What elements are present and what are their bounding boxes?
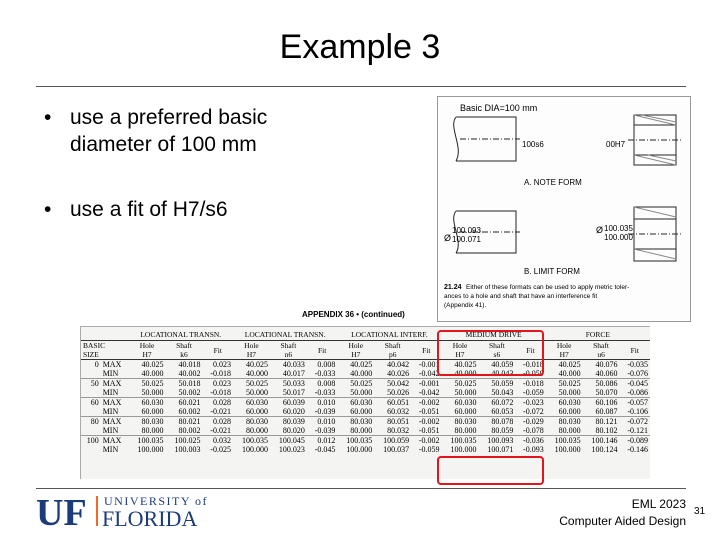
value-cell: 60.000 xyxy=(141,407,164,416)
value-cell: -0.045 xyxy=(620,379,650,389)
value-cell: 40.033 xyxy=(282,360,305,369)
column-header: Hole H7 xyxy=(129,341,166,360)
value-cell: 60.039 xyxy=(270,398,307,408)
value-cell: 100.035 xyxy=(442,436,479,446)
value-cell: 0.028 xyxy=(203,417,233,427)
group-header: FORCE xyxy=(546,327,650,341)
value-cell: -0.023 xyxy=(515,398,545,408)
value-cell: 80.000 xyxy=(350,426,373,435)
value-cell: 100.000 xyxy=(241,445,268,454)
value-cell: -0.018 xyxy=(515,379,545,389)
group-header: MEDIUM DRIVE xyxy=(442,327,546,341)
value-cell: -0.029 xyxy=(515,417,545,427)
value-cell: -0.078 xyxy=(523,426,544,435)
value-cell: -0.002 xyxy=(411,398,441,408)
page-number: 31 xyxy=(694,506,706,517)
value-cell: -0.018 xyxy=(523,360,544,369)
value-cell: 50.000 xyxy=(350,388,373,397)
value-cell: -0.059 xyxy=(418,445,440,454)
dia-symbol-shaft: Ø xyxy=(444,233,452,243)
value-cell: 40.025 xyxy=(558,360,581,369)
column-header: Hole H7 xyxy=(233,341,270,360)
table-group-header xyxy=(81,327,650,341)
value-cell: -0.106 xyxy=(627,407,648,416)
value-cell: 80.000 xyxy=(558,426,581,435)
value-cell: 80.030 xyxy=(129,417,166,427)
value-cell: -0.072 xyxy=(620,417,650,427)
table-row xyxy=(81,436,650,446)
value-cell: -0.059 xyxy=(523,369,544,378)
value-cell: -0.002 xyxy=(411,417,441,427)
value-cell: 40.043 xyxy=(491,369,514,378)
value-cell: 100.025 xyxy=(166,436,203,446)
value-cell: 40.017 xyxy=(282,369,305,378)
drawing-svg xyxy=(438,97,690,321)
dia-symbol-hole: Ø xyxy=(596,225,604,235)
value-cell: 50.000 xyxy=(558,388,581,397)
value-cell: 100.035 xyxy=(337,436,374,446)
value-cell: 0.023 xyxy=(203,379,233,389)
value-cell: -0.086 xyxy=(627,388,648,397)
value-cell: 60.030 xyxy=(233,398,270,408)
value-cell: 50.017 xyxy=(282,388,305,397)
value-cell: 0.028 xyxy=(203,398,233,408)
value-cell: -0.018 xyxy=(210,388,231,397)
shaft-drawing-a xyxy=(454,117,520,161)
value-cell: -0.051 xyxy=(418,407,440,416)
limit-cell: MIN xyxy=(102,388,119,397)
hole-note: 00H7 xyxy=(606,140,626,149)
size-100-highlight xyxy=(437,456,544,485)
bullet-text-line-1: use a preferred basic xyxy=(70,106,268,129)
value-cell: 0.032 xyxy=(203,436,233,446)
slide-title: Example 3 xyxy=(279,28,441,66)
value-cell: 40.000 xyxy=(141,369,164,378)
value-cell: 60.000 xyxy=(558,407,581,416)
value-cell: 100.000 xyxy=(137,445,164,454)
column-header: Fit xyxy=(203,341,233,360)
value-cell: 40.000 xyxy=(245,369,268,378)
value-cell: 60.002 xyxy=(178,407,201,416)
value-cell: 100.035 xyxy=(233,436,270,446)
value-cell: 40.076 xyxy=(595,360,618,369)
value-cell: 60.106 xyxy=(583,398,620,408)
table-sub-header xyxy=(81,341,650,360)
value-cell: 60.000 xyxy=(350,407,373,416)
value-cell: 80.030 xyxy=(442,417,479,427)
value-cell: -0.039 xyxy=(314,407,336,416)
basic-size-cell: 0 xyxy=(94,360,99,369)
value-cell: 50.086 xyxy=(583,379,620,389)
fit-table-image xyxy=(80,326,650,479)
value-cell: 50.025 xyxy=(442,379,479,389)
course-code: EML 2023 xyxy=(631,497,686,511)
value-cell: -0.072 xyxy=(523,407,544,416)
value-cell: 40.025 xyxy=(350,360,373,369)
value-cell: 60.021 xyxy=(166,398,203,408)
value-cell: 80.030 xyxy=(337,417,374,427)
value-cell: -0.025 xyxy=(210,445,231,454)
value-cell: 100.035 xyxy=(546,436,583,446)
value-cell: 40.002 xyxy=(178,369,201,378)
value-cell: 80.059 xyxy=(491,426,514,435)
value-cell: 50.026 xyxy=(387,388,410,397)
value-cell: -0.042 xyxy=(418,369,440,378)
course-info xyxy=(559,496,686,530)
value-cell: 100.146 xyxy=(583,436,620,446)
value-cell: 40.026 xyxy=(387,369,410,378)
value-cell: -0.146 xyxy=(627,445,648,454)
value-cell: 80.051 xyxy=(374,417,411,427)
value-cell: 40.042 xyxy=(387,360,410,369)
value-cell: 100.045 xyxy=(270,436,307,446)
value-cell: 50.033 xyxy=(270,379,307,389)
value-cell: -0.089 xyxy=(620,436,650,446)
value-cell: 40.000 xyxy=(558,369,581,378)
value-cell: 50.025 xyxy=(233,379,270,389)
value-cell: -0.042 xyxy=(418,388,440,397)
column-header: Hole H7 xyxy=(442,341,479,360)
title-divider xyxy=(36,86,686,87)
value-cell: -0.033 xyxy=(314,388,336,397)
value-cell: 40.025 xyxy=(245,360,268,369)
value-cell: 40.059 xyxy=(491,360,514,369)
value-cell: 50.018 xyxy=(166,379,203,389)
value-cell: 60.000 xyxy=(454,407,477,416)
limit-cell: MIN xyxy=(102,426,119,435)
value-cell: 40.000 xyxy=(454,369,477,378)
fit-table xyxy=(81,327,650,454)
hole-drawing-b xyxy=(628,207,682,261)
table-row xyxy=(81,369,650,379)
column-header: Shaft s6 xyxy=(478,341,515,360)
value-cell: 60.051 xyxy=(374,398,411,408)
value-cell: -0.059 xyxy=(523,388,544,397)
value-cell: 40.025 xyxy=(141,360,164,369)
column-header: Hole H7 xyxy=(546,341,583,360)
limit-cell: MAX xyxy=(102,360,122,369)
value-cell: 50.025 xyxy=(129,379,166,389)
value-cell: 80.000 xyxy=(245,426,268,435)
note-form-label: A. NOTE FORM xyxy=(524,178,582,187)
value-cell: 100.023 xyxy=(278,445,305,454)
basic-size-cell: 60 xyxy=(81,398,101,408)
uf-logo-line-1: UNIVERSITY of xyxy=(104,494,209,508)
table-row xyxy=(81,379,650,389)
value-cell: 0.010 xyxy=(307,417,337,427)
value-cell: 80.102 xyxy=(595,426,618,435)
value-cell: -0.021 xyxy=(210,407,231,416)
value-cell: 0.008 xyxy=(307,379,337,389)
value-cell: 80.039 xyxy=(270,417,307,427)
value-cell: 40.018 xyxy=(178,360,201,369)
table-body xyxy=(81,360,650,455)
table-row xyxy=(81,426,650,436)
basic-dia-label: Basic DIA=100 mm xyxy=(460,103,538,113)
value-cell: 80.000 xyxy=(454,426,477,435)
value-cell: 60.072 xyxy=(478,398,515,408)
table-row xyxy=(81,388,650,398)
column-header: Fit xyxy=(515,341,545,360)
column-header: Shaft p6 xyxy=(374,341,411,360)
table-row xyxy=(81,445,650,454)
basic-size-cell: 50 xyxy=(81,379,101,389)
basic-size-cell xyxy=(81,426,101,436)
value-cell: -0.045 xyxy=(314,445,336,454)
value-cell: 80.032 xyxy=(387,426,410,435)
value-cell: 0.010 xyxy=(307,398,337,408)
value-cell: 100.000 xyxy=(450,445,477,454)
value-cell: 60.030 xyxy=(337,398,374,408)
value-cell: -0.002 xyxy=(411,436,441,446)
uf-logo-mark: UF xyxy=(36,492,87,530)
shaft-upper-limit: 100.093 xyxy=(452,226,481,235)
limit-cell: MAX xyxy=(101,417,129,427)
limit-cell: MIN xyxy=(102,407,119,416)
bullet-text-line-2: diameter of 100 mm xyxy=(70,133,257,156)
value-cell: 100.035 xyxy=(129,436,166,446)
value-cell: 60.030 xyxy=(442,398,479,408)
group-header: LOCATIONAL TRANSN. xyxy=(233,327,337,341)
value-cell: -0.121 xyxy=(627,426,648,435)
limit-cell: MAX xyxy=(101,398,129,408)
limit-cell: MIN xyxy=(102,445,119,454)
value-cell: 80.121 xyxy=(583,417,620,427)
value-cell: 50.042 xyxy=(374,379,411,389)
limit-cell: MAX xyxy=(101,436,129,446)
value-cell: 60.053 xyxy=(491,407,514,416)
value-cell: 80.002 xyxy=(178,426,201,435)
value-cell: 80.020 xyxy=(282,426,305,435)
basic-size-cell: 80 xyxy=(81,417,101,427)
hole-lower-limit: 100.000 xyxy=(604,233,633,242)
value-cell: -0.033 xyxy=(314,369,336,378)
value-cell: 50.070 xyxy=(595,388,618,397)
column-header: Fit xyxy=(411,341,441,360)
value-cell: 40.025 xyxy=(454,360,477,369)
value-cell: 50.002 xyxy=(178,388,201,397)
value-cell: 100.124 xyxy=(591,445,618,454)
hole-drawing-a xyxy=(628,115,682,165)
value-cell: 50.043 xyxy=(491,388,514,397)
value-cell: -0.036 xyxy=(515,436,545,446)
footer-divider xyxy=(36,488,686,489)
value-cell: 100.000 xyxy=(554,445,581,454)
value-cell: 0.008 xyxy=(317,360,336,369)
value-cell: 40.000 xyxy=(350,369,373,378)
value-cell: 0.023 xyxy=(212,360,231,369)
table-row xyxy=(81,398,650,408)
uf-logo-line-2: FLORIDA xyxy=(102,506,198,530)
value-cell: 50.000 xyxy=(245,388,268,397)
basic-size-cell xyxy=(81,407,101,417)
uf-logo xyxy=(36,492,236,530)
group-header: LOCATIONAL TRANSN. xyxy=(129,327,233,341)
value-cell: 50.000 xyxy=(141,388,164,397)
bullet-text-line-1: use a fit of H7/s6 xyxy=(70,198,228,221)
column-header: Shaft u6 xyxy=(583,341,620,360)
shaft-note: 100s6 xyxy=(522,140,544,149)
bullet-mark: • xyxy=(44,106,52,129)
value-cell: -0.001 xyxy=(418,360,440,369)
value-cell: 50.059 xyxy=(478,379,515,389)
value-cell: -0.035 xyxy=(627,360,648,369)
value-cell: 60.020 xyxy=(282,407,305,416)
value-cell: 100.093 xyxy=(478,436,515,446)
basic-size-header: BASIC SIZE xyxy=(81,341,129,360)
value-cell: 60.030 xyxy=(546,398,583,408)
appendix-title: APPENDIX 36 • (continued) xyxy=(302,310,405,319)
limit-cell: MIN xyxy=(102,369,119,378)
table-row xyxy=(81,417,650,427)
bullet-mark: • xyxy=(44,198,52,221)
column-header: Fit xyxy=(307,341,337,360)
value-cell: 80.030 xyxy=(233,417,270,427)
value-cell: -0.057 xyxy=(620,398,650,408)
value-cell: 100.037 xyxy=(383,445,410,454)
basic-size-cell xyxy=(81,445,101,454)
value-cell: 60.030 xyxy=(129,398,166,408)
caption-number: 21.24 xyxy=(444,284,462,291)
value-cell: 60.000 xyxy=(245,407,268,416)
value-cell: -0.018 xyxy=(210,369,231,378)
basic-size-cell: 100 xyxy=(81,436,101,446)
basic-size-cell xyxy=(81,369,101,379)
value-cell: -0.093 xyxy=(523,445,544,454)
value-cell: 80.030 xyxy=(546,417,583,427)
course-name: Computer Aided Design xyxy=(559,514,686,528)
group-header: LOCATIONAL INTERF. xyxy=(337,327,441,341)
caption-line-1: Either of these formats can be used to apply metric toler- xyxy=(466,284,630,291)
value-cell: 80.021 xyxy=(166,417,203,427)
value-cell: 100.003 xyxy=(174,445,201,454)
limit-form-label: B. LIMIT FORM xyxy=(524,267,580,276)
medium-drive-header-highlight xyxy=(437,330,544,376)
value-cell: 100.059 xyxy=(374,436,411,446)
value-cell: -0.039 xyxy=(314,426,336,435)
limit-cell: MAX xyxy=(101,379,129,389)
table-row xyxy=(81,360,650,370)
value-cell: 50.025 xyxy=(337,379,374,389)
column-header: Shaft k6 xyxy=(166,341,203,360)
value-cell: -0.076 xyxy=(627,369,648,378)
value-cell: 100.071 xyxy=(487,445,514,454)
value-cell: 0.012 xyxy=(307,436,337,446)
tolerance-drawing-figure xyxy=(437,96,691,322)
column-header: Fit xyxy=(620,341,650,360)
value-cell: 60.087 xyxy=(595,407,618,416)
value-cell: -0.021 xyxy=(210,426,231,435)
shaft-lower-limit: 100.071 xyxy=(452,235,481,244)
value-cell: -0.001 xyxy=(411,379,441,389)
hole-upper-limit: 100.035 xyxy=(604,224,633,233)
value-cell: 60.032 xyxy=(387,407,410,416)
value-cell: 80.000 xyxy=(141,426,164,435)
value-cell: 50.000 xyxy=(454,388,477,397)
caption-line-3: (Appendix 41). xyxy=(444,302,487,309)
table-row xyxy=(81,407,650,417)
basic-size-cell xyxy=(81,388,101,398)
value-cell: 100.000 xyxy=(346,445,373,454)
column-header: Shaft n6 xyxy=(270,341,307,360)
value-cell: 80.078 xyxy=(478,417,515,427)
column-header: Hole H7 xyxy=(337,341,374,360)
value-cell: -0.051 xyxy=(418,426,440,435)
value-cell: 50.025 xyxy=(546,379,583,389)
value-cell: 40.060 xyxy=(595,369,618,378)
caption-line-2: ances to a hole and shaft that have an interference fit xyxy=(444,293,598,300)
